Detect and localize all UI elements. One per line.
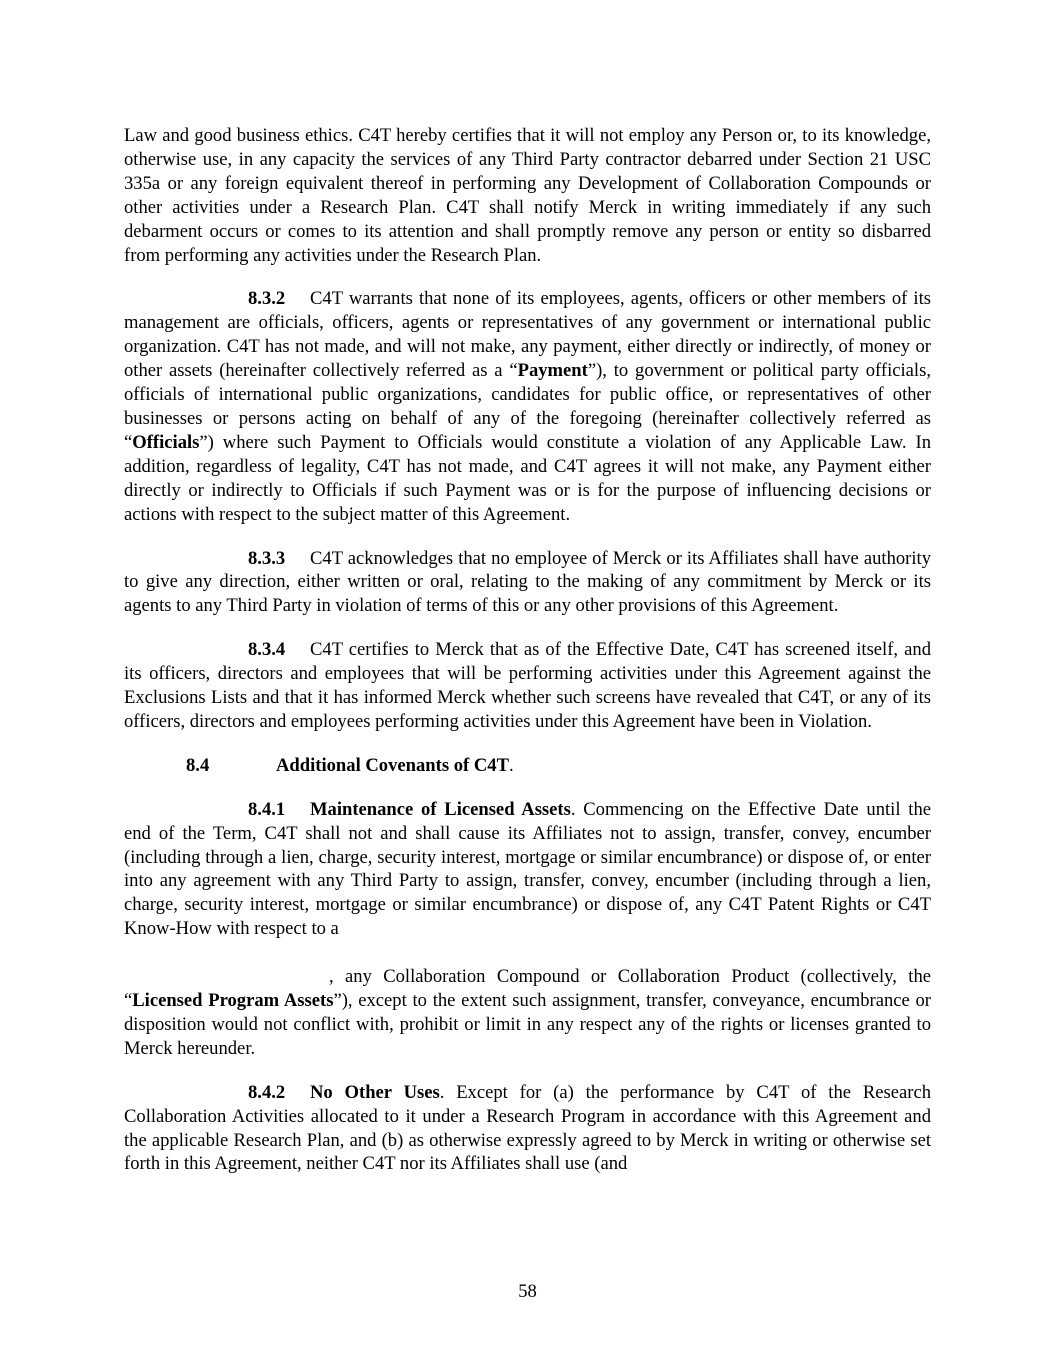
section-text: , any Collaboration Compound or Collaboration Product (collectively, the “ [124, 966, 931, 1011]
defined-term-payment: Payment [517, 360, 588, 382]
paragraph-1-text: Law and good business ethics. C4T hereby certifies that it will not employ any Person or, to its knowledge, otherwise use, in any capacity the services of any Third Party contractor debarred under Section 21 USC 335a or any foreign equivalent thereof in performing any Development of Collaboration Compounds or other activities under a Research Plan. C4T shall notify Merck in writing immediately if any such debarment occurs or comes to its attention and shall promptly remove any person or entity so disbarred from performing any activities under the Research Plan. [124, 125, 931, 266]
document-page [124, 124, 931, 1196]
section-8-4-1 [124, 798, 931, 1061]
section-number: 8.4 [186, 754, 210, 776]
section-title: No Other Uses [310, 1081, 440, 1103]
section-text: . Except for (a) the performance by C4T of the Research Collaboration Activities allocated to it under a Research Program in accordance with this Agreement and the applicable Research Plan, and (b) as otherwise expressly agreed to by Merck in writing or otherwise set forth in this Agreement, neither C4T nor its Affiliates shall use (and [124, 1081, 931, 1175]
section-8-3-2 [124, 287, 931, 526]
section-text: C4T certifies to Merck that as of the Effective Date, C4T has screened itself, and its officers, directors and employees that will be performing activities under this Agreement against the Exclusions Lists and that it has informed Merck whether such screens have revealed that C4T, or any of its officers, directors and employees performing activities under this Agreement have been in Violation. [124, 639, 931, 732]
section-number: 8.3.4 [248, 639, 286, 661]
section-8-4-heading [186, 754, 931, 778]
section-text: C4T warrants that none of its employees, agents, officers or other members of its management are officials, officers, agents or representatives of any government or international public organization. C4T has not made, and will not make, any payment, either directly or indirectly, of money or other assets (hereinafter collectively referred as a “ [124, 288, 931, 382]
section-8-4-2 [124, 1081, 931, 1177]
section-8-3-3 [124, 547, 931, 619]
section-title: Additional Covenants of C4T [276, 754, 509, 776]
section-text: C4T acknowledges that no employee of Merck or its Affiliates shall have authority to give any direction, either written or oral, relating to the making of any commitment by Merck or its agents to any Third Party in violation of terms of this or any other provisions of this Agreement. [124, 547, 931, 617]
defined-term-officials: Officials [132, 431, 200, 453]
section-text: ”), to government or political party officials, officials of international public organizations, candidates for public office, or representatives of other businesses or persons acting on behalf of any of the foregoing (hereinafter collectively referred as “ [124, 360, 931, 453]
heading-period: . [508, 754, 514, 776]
section-text: ”), except to the extent such assignment, transfer, conveyance, encumbrance or disposition would not conflict with, prohibit or limit in any respect any of the rights or licenses granted to Merck hereunder. [124, 989, 931, 1059]
section-number: 8.3.2 [248, 288, 286, 310]
section-8-3-4 [124, 638, 931, 734]
section-title: Maintenance of Licensed Assets [310, 798, 571, 820]
section-number: 8.3.3 [248, 547, 286, 569]
page-number: 58 [518, 1281, 537, 1302]
section-number: 8.4.1 [248, 798, 286, 820]
defined-term-licensed-program-assets: Licensed Program Assets [132, 989, 334, 1011]
section-text: . Commencing on the Effective Date until the end of the Term, C4T shall not and shall cause its Affiliates not to assign, transfer, convey, encumber (including through a lien, charge, security interest, mortgage or similar encumbrance) or dispose of, or enter into any agreement with any Third Party to assign, transfer, convey, encumber (including through a lien, charge, security interest, mortgage or similar encumbrance) or dispose of, any C4T Patent Rights or C4T Know-How with respect to a [124, 798, 931, 940]
redacted-gap [124, 941, 931, 965]
redacted-continuation [124, 965, 931, 1061]
section-text: ”) where such Payment to Officials would constitute a violation of any Applicable Law. In addition, regardless of legality, C4T has not made, and C4T agrees it will not make, any Payment either directly or indirectly to Officials if such Payment was or is for the purpose of influencing decisions or actions with respect to the subject matter of this Agreement. [124, 431, 931, 525]
section-number: 8.4.2 [248, 1081, 286, 1103]
paragraph-continuation [124, 124, 931, 267]
